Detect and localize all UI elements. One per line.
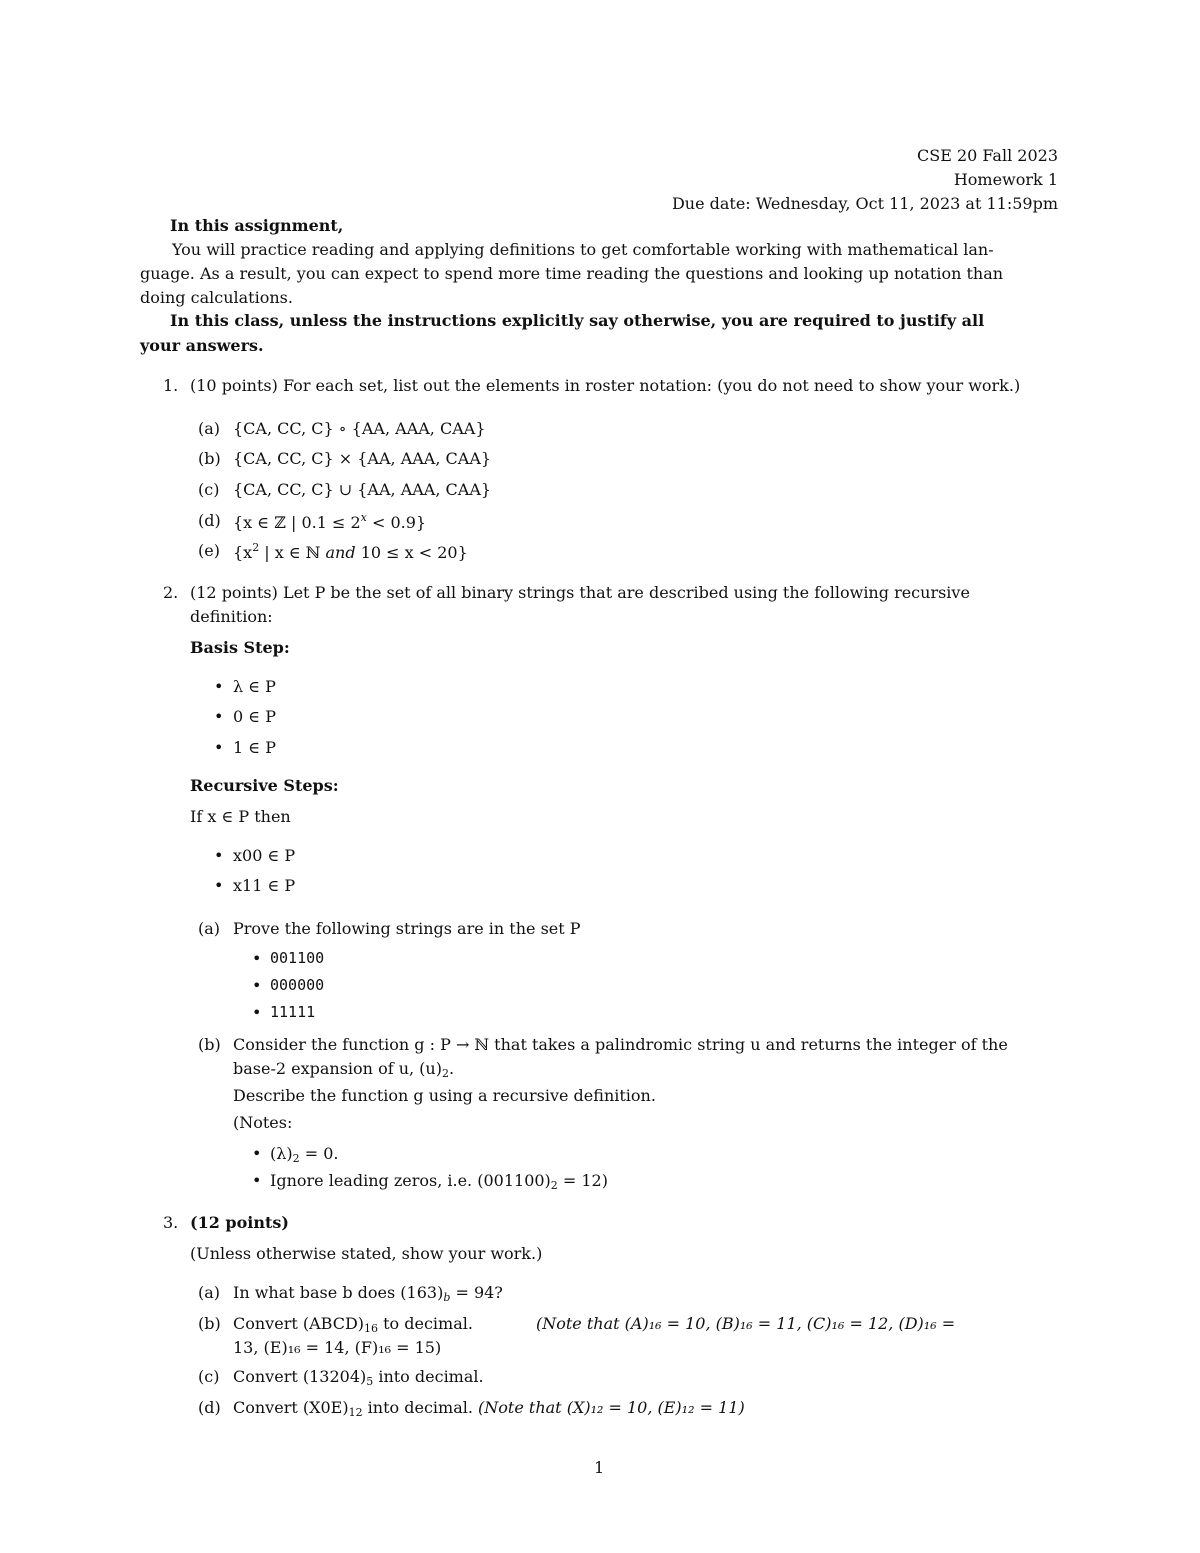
q3-number: 3. (163, 1213, 179, 1232)
q3-b-label: (b) (198, 1314, 221, 1333)
recursive-heading: Recursive Steps: (190, 776, 339, 795)
note-item: $(\lambda)_2 = 0$. (270, 1144, 339, 1165)
note-item: Ignore leading zeros, i.e. $(001100)_2 = 12$) (270, 1171, 608, 1192)
intro-line-3: doing calculations. (140, 288, 293, 307)
bullet-icon: • (252, 1003, 262, 1022)
q2-b-label: (b) (198, 1035, 221, 1054)
q3-b-line-2: 13, (E)₁₆ = 14, (F)₁₆ = 15) (233, 1338, 442, 1357)
q2-b-line-1: Consider the function g : P → ℕ that takes a palindromic string u and returns the integer of the (233, 1035, 1008, 1054)
q3-a-text: In what base b does $(163)_b = 94$? (233, 1283, 503, 1304)
q1-text: (10 points) For each set, list out the elements in roster notation: (you do not need to show your work.) (190, 376, 1021, 395)
q3-c-text: Convert $(13204)_5$ into decimal. (233, 1367, 484, 1388)
bullet-icon: • (214, 677, 224, 696)
q1-c-label: (c) (198, 480, 220, 499)
due-date: Due date: Wednesday, Oct 11, 2023 at 11:59pm (671, 194, 1058, 213)
basis-item: 1 ∈ P (233, 738, 276, 757)
intro-line-1: You will practice reading and applying definitions to get comfortable working with mathematical lan- (172, 240, 994, 259)
assignment-title: Homework 1 (953, 170, 1058, 189)
q1-b-label: (b) (198, 449, 221, 468)
q3-a-label: (a) (198, 1283, 221, 1302)
q2-line-2: definition: (190, 607, 273, 626)
page-number: 1 (594, 1458, 605, 1477)
q1-e-label: (e) (198, 541, 220, 560)
q1-c-expr: {CA, CC, C} ∪ {AA, AAA, CAA} (233, 480, 492, 499)
string-item: 001100 (270, 949, 325, 967)
q3-d-text: Convert $(X0E)_{12}$ into decimal. (Note that (X)₁₂ = 10, (E)₁₂ = 11) (233, 1398, 745, 1419)
q3-points: (12 points) (190, 1213, 289, 1232)
recursive-item: x00 ∈ P (233, 846, 296, 865)
q3-b-line-1: Convert $(ABCD)_{16}$ to decimal. (233, 1314, 473, 1335)
bullet-icon: • (214, 707, 224, 726)
q1-d-expr: {x ∈ ℤ | $0.1 \le 2^x < 0.9$} (233, 511, 427, 532)
string-item: 000000 (270, 976, 325, 994)
bullet-icon: • (252, 1171, 262, 1190)
intro-heading: In this assignment, (170, 216, 344, 235)
if-line: If x ∈ P then (190, 807, 291, 826)
q3-c-label: (c) (198, 1367, 220, 1386)
justify-notice-1: In this class, unless the instructions explicitly say otherwise, you are required to justify all (170, 311, 985, 330)
q2-line-1: (12 points) Let P be the set of all binary strings that are described using the following recursive (190, 583, 970, 602)
q1-d-label: (d) (198, 511, 221, 530)
bullet-icon: • (252, 1144, 262, 1163)
q1-b-expr: {CA, CC, C} × {AA, AAA, CAA} (233, 449, 492, 468)
justify-notice-2: your answers. (140, 336, 264, 355)
q1-number: 1. (163, 376, 179, 395)
notes-heading: (Notes: (233, 1113, 293, 1132)
bullet-icon: • (214, 846, 224, 865)
q3-d-label: (d) (198, 1398, 221, 1417)
bullet-icon: • (214, 738, 224, 757)
q3-b-note: (Note that (A)₁₆ = 10, (B)₁₆ = 11, (C)₁₆ = 12, (D)₁₆ = (536, 1314, 956, 1333)
q1-e-expr: {$x^2$ | x ∈ ℕ and 10 ≤ x < 20} (233, 541, 468, 562)
bullet-icon: • (252, 949, 262, 968)
string-item: 11111 (270, 1003, 316, 1021)
q1-a-expr: {CA, CC, C} ∘ {AA, AAA, CAA} (233, 419, 486, 438)
q2-a-text: Prove the following strings are in the set P (233, 919, 581, 938)
q1-a-label: (a) (198, 419, 221, 438)
basis-item: 0 ∈ P (233, 707, 276, 726)
course-title: CSE 20 Fall 2023 (916, 146, 1058, 165)
q2-number: 2. (163, 583, 179, 602)
recursive-item: x11 ∈ P (233, 876, 296, 895)
bullet-icon: • (214, 876, 224, 895)
bullet-icon: • (252, 976, 262, 995)
q3-instructions: (Unless otherwise stated, show your work.) (190, 1244, 543, 1263)
q2-b-line-3: Describe the function g using a recursive definition. (233, 1086, 656, 1105)
basis-heading: Basis Step: (190, 638, 290, 657)
q2-b-line-2: base-2 expansion of u, $(u)_2$. (233, 1059, 455, 1080)
basis-item: λ ∈ P (233, 677, 276, 696)
intro-line-2: guage. As a result, you can expect to spend more time reading the questions and looking up notation than (140, 264, 1004, 283)
q2-a-label: (a) (198, 919, 221, 938)
